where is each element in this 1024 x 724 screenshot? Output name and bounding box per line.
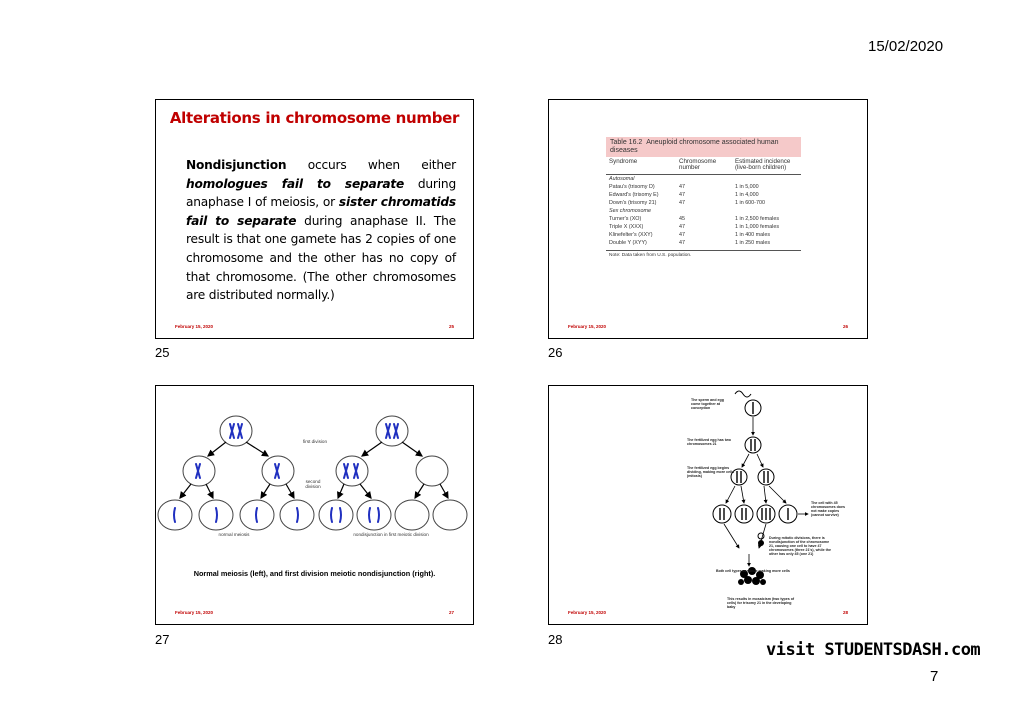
cell (395, 500, 429, 530)
slide-26 (548, 99, 868, 339)
table-group-label: Autosomal (609, 175, 635, 182)
cell (319, 500, 353, 530)
slide-number-label: 26 (548, 345, 563, 360)
table-row: Triple X (XXX) 47 1 in 1,000 females (609, 223, 780, 230)
chromosomes (720, 402, 788, 520)
slide-27 (155, 385, 474, 625)
table-note: Note: Data taken from U.S. population. (606, 250, 801, 260)
label-conception: The sperm and egg come together at conception (691, 398, 724, 410)
label-mitosis: The fertilized egg begins dividing, making more cells (mitosis) (687, 466, 735, 478)
slide-number-label: 28 (548, 632, 563, 647)
promo-link[interactable]: visit STUDENTSDASH.com (766, 640, 981, 660)
figure-caption: Normal meiosis (left), and first division meiotic nondisjunction (right). (193, 569, 436, 578)
page-date: 15/02/2020 (868, 38, 944, 55)
slide-footer-number: 26 (842, 324, 848, 329)
slide-footer-date: February 15, 2020 (568, 610, 607, 615)
label-nondisjunction: During mitotic divisions, there is nondisjunction of the chromosome 21, causing one cell to have 47 chromosomes (three 21's), while the other has only 45 (one 21) (769, 536, 831, 556)
cell (357, 500, 391, 530)
table-header: Table 16.2 Aneuploid chromosome associated human diseases (606, 137, 801, 157)
label-normal-meiosis: normal meiosis (218, 532, 250, 537)
slide-body-text: Nondisjunction occurs when either homologues fail to separate during anaphase I of meiosis, or sister chromatids fail to separate during anaphase II. The result is that one gamete has 2 copies of one chromosome and the other has no copy of that chromosome. (The other chromosomes are distributed normally.) (186, 158, 456, 303)
slide-number-label: 27 (155, 632, 170, 647)
cell (416, 456, 448, 486)
cell-dot (758, 540, 764, 546)
table-row: Patau's (trisomy D) 47 1 in 5,000 (609, 183, 759, 190)
label-first-division: first division (303, 439, 327, 444)
page-number: 7 (930, 668, 939, 685)
cell (758, 469, 774, 485)
label-fertilized-egg: The fertilized egg has two chromosomes 21 (687, 438, 731, 446)
cell-dot (758, 533, 764, 539)
cell (336, 456, 368, 486)
table-row: Edward's (trisomy E) 47 1 in 4,000 (609, 191, 759, 198)
slide-28 (548, 385, 868, 625)
label-second-division: second division (305, 479, 321, 489)
meiosis-diagram (156, 404, 473, 579)
slide-footer-date: February 15, 2020 (175, 324, 214, 329)
slide-footer-date: February 15, 2020 (175, 610, 214, 615)
fertilized-egg (745, 437, 761, 453)
slide-footer-number: 28 (842, 610, 848, 615)
slide-footer-number: 25 (448, 324, 454, 329)
aneuploid-table (606, 137, 801, 317)
label-nondisjunction: nondisjunction in first meiotic division (353, 532, 429, 537)
label-mosaicism: This results in mosaicism (two types of cells) for trisomy 21 in the developing baby (727, 597, 795, 609)
slide-footer-date: February 15, 2020 (568, 324, 607, 329)
table-row: Turner's (XO) 45 1 in 2,500 females (609, 215, 780, 222)
cell (735, 505, 753, 523)
table-row: Double Y (XYY) 47 1 in 250 males (609, 239, 771, 246)
cell (433, 500, 467, 530)
sperm-icon (735, 391, 751, 397)
cell (713, 505, 731, 523)
cell (376, 416, 408, 446)
table-columns: Syndrome Chromosome number Estimated incidence (live-born children) (606, 157, 801, 175)
slide-title: Alterations in chromosome number (169, 109, 460, 127)
slide-25 (155, 99, 474, 339)
slide-footer-number: 27 (448, 610, 454, 615)
table-group-label: Sex chromosome (609, 207, 651, 214)
table-row: Klinefelter's (XXY) 47 1 in 400 males (609, 231, 771, 238)
cell (220, 416, 252, 446)
table-row: Down's (trisomy 21) 47 1 in 600-700 (609, 199, 765, 206)
slide-number-label: 25 (155, 345, 170, 360)
label-cell-45: The cell with 45 chromosomes does not make copies (cannot survive) (811, 501, 845, 517)
label-continue: Both cell types continue making more cells (716, 569, 790, 573)
